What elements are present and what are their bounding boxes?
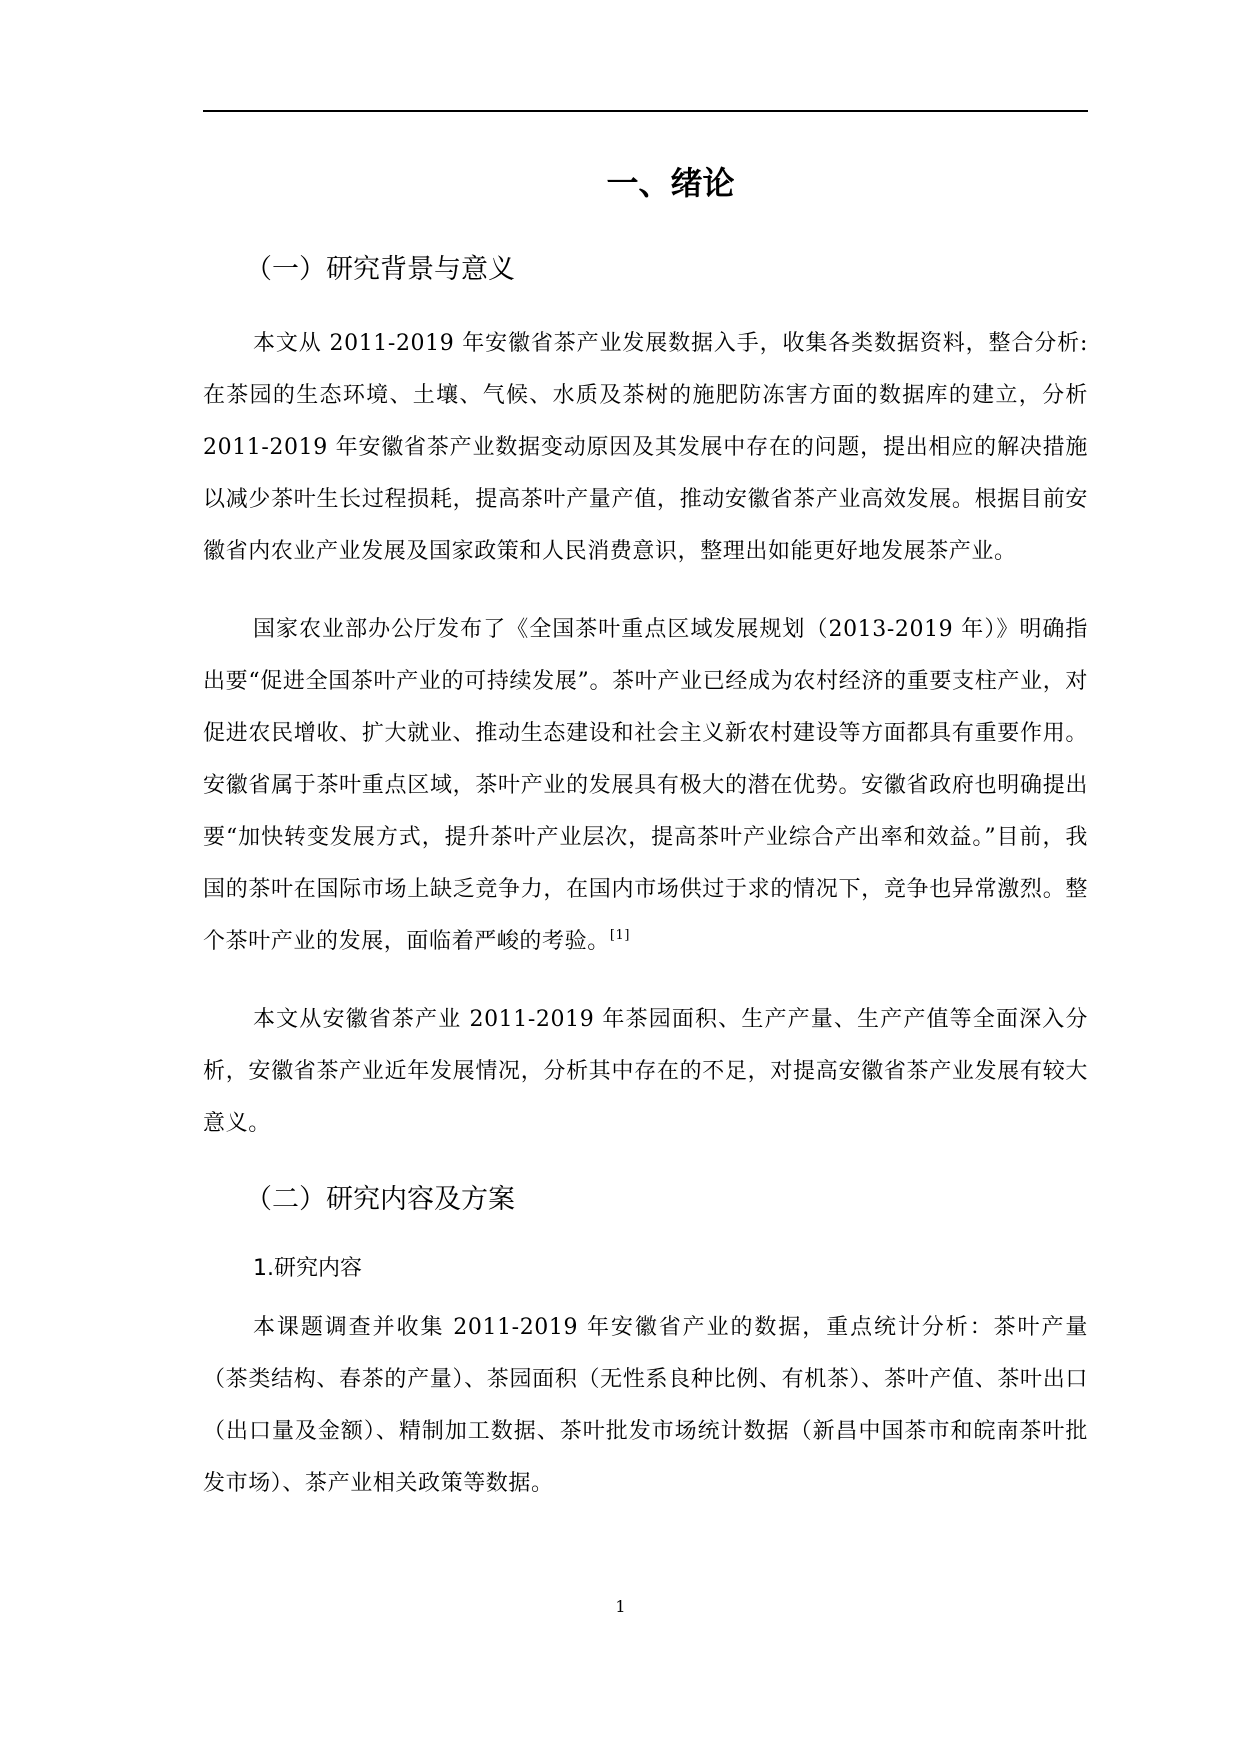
citation-ref: [1]: [609, 928, 631, 943]
section-heading-content: （二）研究内容及方案: [245, 1184, 515, 1215]
chapter-title: 一、绪论: [606, 164, 735, 202]
paragraph-content-1: 本课题调查并收集 2011-2019 年安徽省产业的数据，重点统计分析：茶叶产量（茶类结构、春茶的产量）、茶园面积（无性系良种比例、有机茶）、茶叶产值、茶叶出口（出口量及金额）、精制加工数据、茶叶批发市场统计数据（新昌中国茶市和皖南茶叶批发市场）、茶产业相关政策等数据。: [203, 1315, 1088, 1496]
paragraph-background-2: [203, 604, 1088, 968]
subsection-heading-content: 1.研究内容: [253, 1256, 362, 1281]
paragraph-background-1: 本文从 2011-2019 年安徽省茶产业发展数据入手，收集各类数据资料，整合分析:在茶园的生态环境、土壤、气候、水质及茶树的施肥防冻害方面的数据库的建立，分析 2011-2019 年安徽省茶产业数据变动原因及其发展中存在的问题，提出相应的解决措施以减少茶叶生长过程损耗，提高茶叶产量产值，推动安徽省茶产业高效发展。根据目前安徽省内农业产业发展及国家政策和人民消费意识，整理出如能更好地发展茶产业。: [203, 331, 1088, 564]
page-body: [203, 140, 1088, 1536]
section-heading-background: （一）研究背景与意义: [245, 254, 515, 285]
paragraph-background-2-text: 国家农业部办公厅发布了《全国茶叶重点区域发展规划（2013-2019 年）》明确指出要“促进全国茶叶产业的可持续发展”。茶叶产业已经成为农村经济的重要支柱产业，对促进农民增收、扩大就业、推动生态建设和社会主义新农村建设等方面都具有重要作用。安徽省属于茶叶重点区域，茶叶产业的发展具有极大的潜在优势。安徽省政府也明确提出要“加快转变发展方式，提升茶叶产业层次，提高茶叶产业综合产出率和效益。”目前，我国的茶叶在国际市场上缺乏竞争力，在国内市场供过于求的情况下，竞争也异常激烈。整个茶叶产业的发展，面临着严峻的考验。: [203, 617, 1088, 954]
header-rule: [203, 110, 1088, 112]
page-number: 1: [615, 1597, 626, 1616]
paragraph-background-3: 本文从安徽省茶产业 2011-2019 年茶园面积、生产产量、生产产值等全面深入分析，安徽省茶产业近年发展情况，分析其中存在的不足，对提高安徽省茶产业发展有较大意义。: [203, 1007, 1088, 1136]
